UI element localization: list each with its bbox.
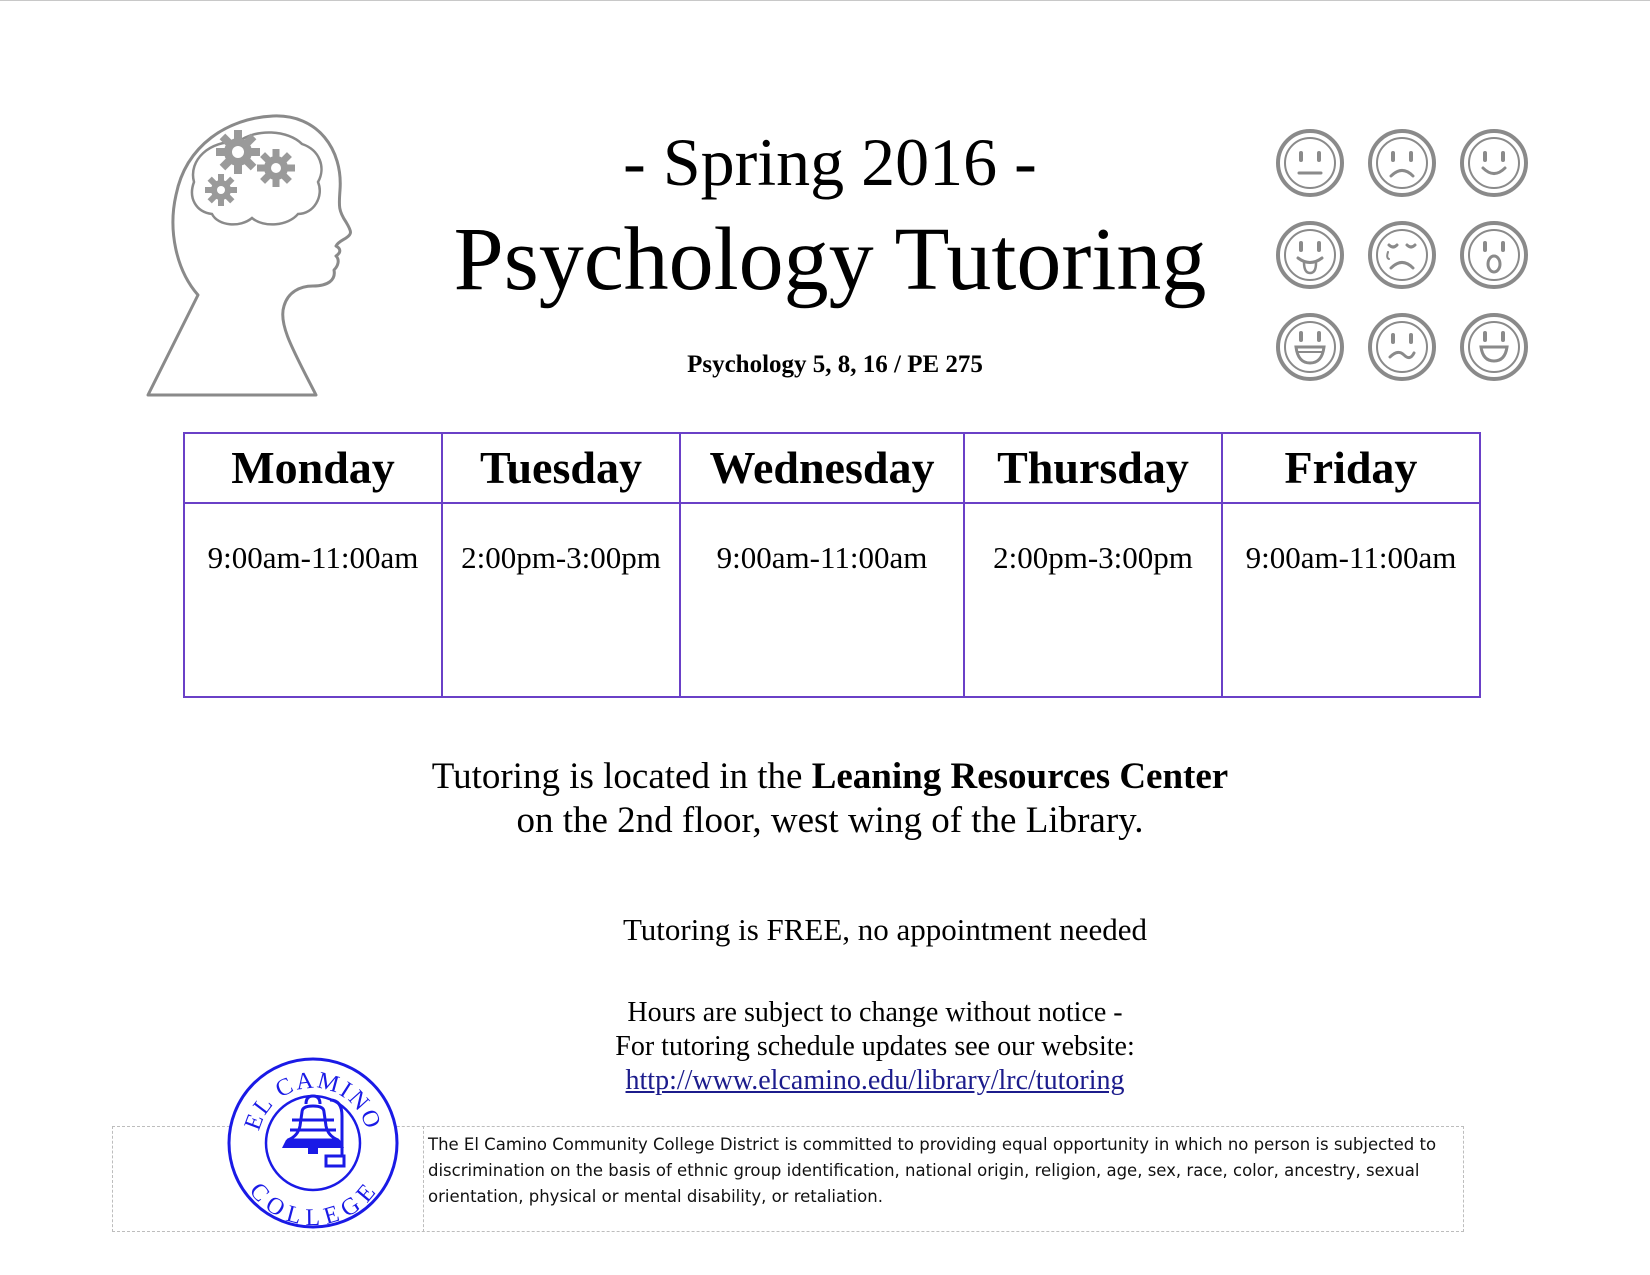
- hours-change-note: Hours are subject to change without notice -: [627, 997, 1123, 1028]
- schedule-times-row: [184, 503, 1480, 697]
- free-tutoring-note: Tutoring is FREE, no appointment needed: [622, 912, 1148, 947]
- neutral-face-icon: [1278, 131, 1342, 195]
- footer-divider: [423, 1126, 424, 1232]
- website-link[interactable]: http://www.elcamino.edu/library/lrc/tutoring: [625, 1065, 1125, 1096]
- logo-top-text: EL CAMINO: [239, 1067, 387, 1134]
- location-line-1: [0, 756, 1650, 798]
- schedule-updates-note: For tutoring schedule updates see our website:: [615, 1031, 1135, 1062]
- day-header-monday: Monday: [184, 433, 442, 503]
- season-heading: - Spring 2016 -: [623, 124, 1037, 200]
- day-header-wednesday: Wednesday: [680, 433, 964, 503]
- day-header-tuesday: Tuesday: [442, 433, 680, 503]
- time-cell-wednesday: 9:00am-11:00am: [680, 503, 964, 697]
- time-cell-thursday: 2:00pm-3:00pm: [964, 503, 1222, 697]
- location-center-name: Leaning Resources Center: [811, 756, 1229, 797]
- college-bell-logo: [226, 1056, 400, 1230]
- surprised-face-icon: [1462, 223, 1526, 287]
- day-header-thursday: Thursday: [964, 433, 1222, 503]
- time-cell-friday: 9:00am-11:00am: [1222, 503, 1480, 697]
- confused-face-icon: [1370, 315, 1434, 379]
- equal-opportunity-disclaimer: The El Camino Community College District is committed to providing equal opportunity in which no person is subjected to discrimination on the basis of ethnic group identification, national origin, religion, age, sex, race, color, ancestry, sexual orientation, physical or mental disability, or retaliation.: [428, 1135, 1437, 1206]
- frown-face-icon: [1370, 131, 1434, 195]
- laughing-face-icon: [1278, 315, 1342, 379]
- location-line-2: on the 2nd floor, west wing of the Library.: [516, 800, 1144, 841]
- page-title: Psychology Tutoring: [453, 210, 1207, 309]
- tutoring-schedule-table: [183, 432, 1481, 698]
- course-list: Psychology 5, 8, 16 / PE 275: [687, 351, 983, 378]
- emoji-faces-grid: [1272, 125, 1532, 385]
- crying-face-icon: [1370, 223, 1434, 287]
- time-cell-tuesday: 2:00pm-3:00pm: [442, 503, 680, 697]
- smile-face-icon: [1462, 131, 1526, 195]
- schedule-header-row: [184, 433, 1480, 503]
- time-cell-monday: 9:00am-11:00am: [184, 503, 442, 697]
- day-header-friday: Friday: [1222, 433, 1480, 503]
- top-rule: [0, 0, 1650, 1]
- tongue-out-face-icon: [1278, 223, 1342, 287]
- logo-bottom-text: COLLEGE: [243, 1178, 383, 1230]
- location-prefix: Tutoring is located in the: [431, 756, 812, 797]
- grin-face-icon: [1462, 315, 1526, 379]
